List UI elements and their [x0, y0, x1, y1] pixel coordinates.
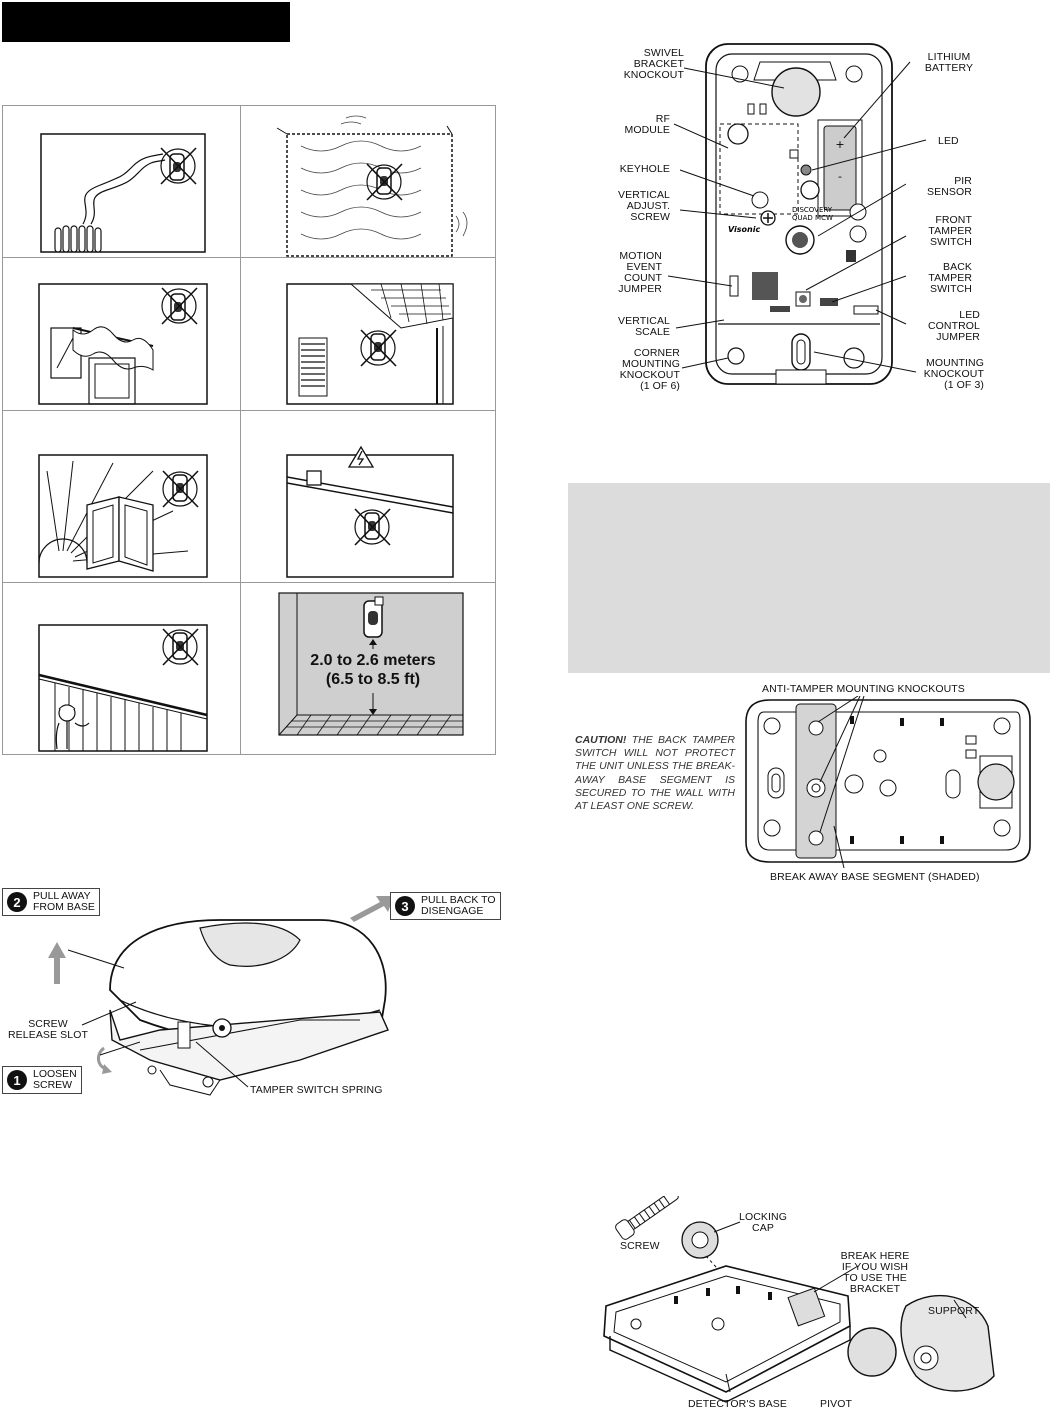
step-3-pull-back — [390, 892, 501, 920]
electrical-illustration — [241, 411, 497, 583]
detector-icon — [163, 471, 198, 507]
detector-icon — [355, 509, 390, 545]
detector-icon — [367, 164, 402, 200]
step-1-loosen-screw — [2, 1066, 82, 1094]
fence-illustration — [3, 583, 241, 754]
label-line: KEYHOLE — [619, 163, 670, 175]
board-model-text: QUAD MCW — [792, 214, 833, 222]
svg-text:+: + — [835, 138, 845, 151]
label-line: JUMPER — [936, 331, 980, 343]
label-line: (1 OF 6) — [640, 380, 680, 392]
step-text: SCREW — [33, 1079, 73, 1091]
label-line: LED — [938, 135, 959, 147]
placement-no-moving-curtains — [3, 258, 241, 411]
placement-no-vibrating-surface — [241, 106, 495, 258]
label-motion-event-count-jumper — [594, 251, 662, 295]
placement-no-electrical-lines — [241, 411, 495, 583]
svg-text:-: - — [838, 170, 842, 183]
label-pir-sensor — [900, 176, 972, 198]
label-line: BATTERY — [924, 62, 974, 74]
label-line: BREAK HERE — [840, 1250, 910, 1262]
label-support: SUPPORT — [928, 1305, 980, 1317]
base-illustration — [740, 696, 1040, 872]
label-detectors-base: DETECTOR'S BASE — [688, 1398, 787, 1410]
label-line: SWITCH — [929, 283, 972, 295]
step-text: FROM BASE — [33, 901, 95, 913]
label-line: PIR — [954, 175, 972, 187]
label-line: IF YOU WISH — [841, 1261, 909, 1273]
step-text: DISENGAGE — [421, 905, 484, 917]
label-line: ADJUST. — [626, 200, 670, 212]
placement-grid — [2, 105, 496, 755]
label-line: TAMPER — [928, 225, 972, 237]
bracket-assembly-illustration — [596, 1196, 1000, 1406]
caution-text: THE BACK TAMPER SWITCH WILL NOT PROTECT THE UNIT UNLESS THE BREAK-AWAY BASE SEGMENT IS SECURED TO THE WALL WITH AT LEAST ONE SCREW. — [575, 734, 735, 813]
label-line: CORNER — [633, 347, 680, 359]
label-line: EVENT — [626, 261, 662, 273]
label-pivot: PIVOT — [820, 1398, 853, 1410]
step-text: PULL BACK TO — [421, 894, 496, 906]
label-line: TO USE THE — [843, 1272, 907, 1284]
label-line: MOUNTING — [926, 357, 984, 369]
label-break-here — [832, 1251, 918, 1295]
label-vertical-scale — [594, 316, 670, 338]
label-line: LED — [959, 309, 980, 321]
label-line: VERTICAL — [618, 315, 670, 327]
sunlight-illustration — [3, 411, 241, 583]
label-line: SCALE — [635, 326, 670, 338]
placement-no-outdoor — [241, 258, 495, 411]
label-line: FRONT — [935, 214, 972, 226]
label-keyhole — [594, 164, 670, 175]
label-line: BRACKET — [633, 58, 684, 70]
shaded-note-box — [568, 483, 1050, 673]
brand-logo-text: Visonic — [728, 225, 761, 234]
label-line: COUNT — [624, 272, 662, 284]
label-line: RF — [655, 113, 670, 125]
label-locking-cap — [732, 1212, 794, 1234]
label-line: TAMPER — [928, 272, 972, 284]
label-swivel-bracket-knockout — [594, 48, 684, 81]
step-number: 3 — [395, 896, 415, 916]
label-line: BRACKET — [849, 1283, 901, 1295]
label-lithium-battery — [912, 52, 986, 74]
label-led — [938, 136, 959, 147]
placement-no-obstructed-view — [3, 583, 241, 754]
caution-note — [575, 734, 735, 813]
label-line: JUMPER — [618, 283, 662, 295]
screw-release-slot-label — [6, 1019, 90, 1041]
tamper-switch-spring-label: TAMPER SWITCH SPRING — [250, 1084, 383, 1096]
placement-no-heat-source — [3, 106, 241, 258]
label-line: (1 OF 3) — [944, 379, 984, 391]
detector-icon — [163, 629, 198, 665]
detector-icon — [361, 330, 396, 366]
label-vertical-adjust-screw — [594, 190, 670, 223]
heater-illustration — [3, 106, 241, 258]
label-rf-module — [594, 114, 670, 136]
label-line: VERTICAL — [618, 189, 670, 201]
vibrating-wall-illustration — [241, 106, 497, 258]
anti-tamper-title: ANTI-TAMPER MOUNTING KNOCKOUTS — [762, 683, 965, 695]
label-line: BACK — [943, 261, 972, 273]
label-line: SCREW — [28, 1018, 68, 1030]
placement-correct-height — [241, 583, 495, 754]
label-back-tamper-switch — [900, 262, 972, 295]
label-line: SWITCH — [929, 236, 972, 248]
board-model-text: DISCOVERY — [792, 206, 833, 214]
placement-no-direct-sunlight — [3, 411, 241, 583]
label-line: SCREW — [630, 211, 670, 223]
label-line: MODULE — [624, 124, 670, 136]
label-led-control-jumper — [900, 310, 980, 343]
label-line: CONTROL — [927, 320, 980, 332]
mounting-height-caption — [303, 651, 443, 689]
step-number: 2 — [7, 892, 27, 912]
step-text: PULL AWAY — [33, 890, 91, 902]
outdoor-house-illustration — [241, 258, 497, 411]
break-away-caption: BREAK AWAY BASE SEGMENT (SHADED) — [770, 871, 980, 883]
label-line: SWIVEL — [643, 47, 684, 59]
label-line: MOTION — [619, 250, 662, 262]
label-line: MOUNTING — [622, 358, 680, 370]
label-line: LITHIUM — [927, 51, 971, 63]
curtain-window-illustration — [3, 258, 241, 411]
step-number: 1 — [7, 1070, 27, 1090]
label-line: LOCKING — [739, 1211, 787, 1223]
detector-icon — [161, 148, 196, 184]
label-line: KNOCKOUT — [623, 69, 684, 81]
height-feet: (6.5 to 8.5 ft) — [325, 671, 421, 688]
label-line: KNOCKOUT — [619, 369, 680, 381]
label-screw: SCREW — [620, 1240, 660, 1252]
label-line: KNOCKOUT — [923, 368, 984, 380]
detector-icon — [162, 288, 197, 324]
label-front-tamper-switch — [900, 215, 972, 248]
step-text: LOOSEN — [33, 1068, 77, 1080]
label-corner-mounting-knockout — [594, 348, 680, 392]
section-header-bar — [2, 2, 290, 42]
caution-lead: CAUTION! — [575, 734, 627, 746]
height-meters: 2.0 to 2.6 meters — [310, 652, 436, 669]
label-mounting-knockout — [900, 358, 984, 391]
step-2-pull-away — [2, 888, 100, 916]
label-line: RELEASE SLOT — [8, 1029, 88, 1041]
label-line: CAP — [752, 1222, 774, 1234]
detector-icon — [364, 597, 383, 637]
label-line: SENSOR — [927, 186, 972, 198]
